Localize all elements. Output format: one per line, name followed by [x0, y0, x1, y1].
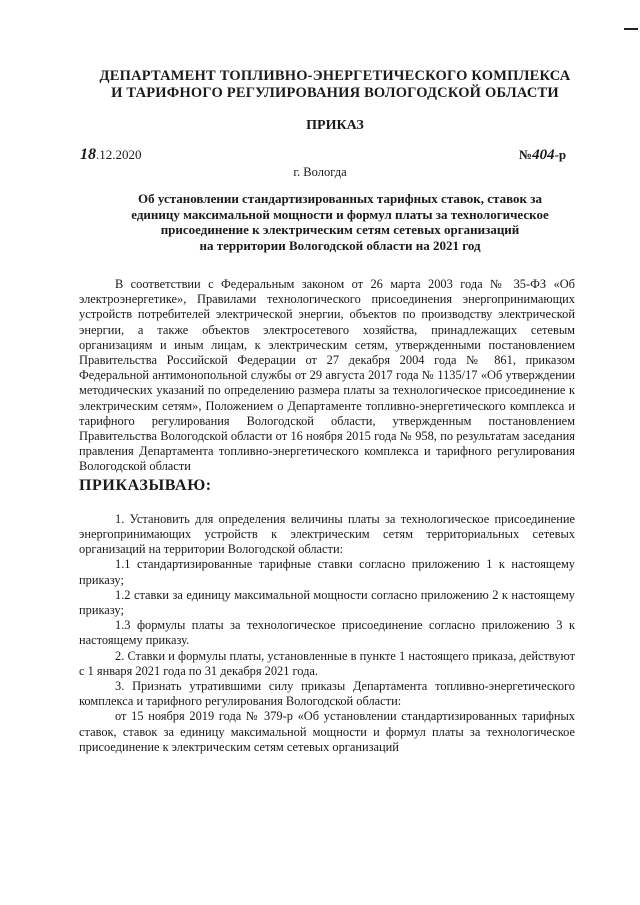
subject-line-2: единицу максимальной мощности и формул платы за технологическое: [131, 206, 549, 222]
item-1-2: 1.2 ставки за единицу максимальной мощности согласно приложению 2 к настоящему приказу;: [79, 587, 575, 618]
item-2: 2. Ставки и формулы платы, установленные в пункте 1 настоящего приказа, действуют с 1 января 2021 года по 31 декабря 2021 года.: [79, 648, 575, 678]
item-1-1: 1.1 стандартизированные тарифные ставки согласно приложению 1 к настоящему приказу;: [79, 557, 575, 587]
document-type: ПРИКАЗ: [306, 118, 364, 133]
subject-line-4: на территории Вологодской области на 2021 год: [199, 237, 481, 253]
order-subject: [80, 191, 600, 253]
department-header: [70, 68, 600, 102]
order-body: [79, 277, 575, 755]
preamble-paragraph: В соответствии с Федеральным законом от 26 марта 2003 года № 35-ФЗ «Об электроэнергетике», Правилами технологического присоединения энергопринимающих устройств потребителей электрической энергии, объектов по производству электрической энергии, а также объектов электросетевого хозяйства, принадлежащих сетевым организациям и иным лицам, к электрическим сетям, утвержденными постановлением Правительства Российской Федерации от 27 декабря 2004 года № 861, приказом Федеральной антимонопольной службы от 29 августа 2017 года № 1135/17 «Об утверждении методических указаний по определению размера платы за технологическое присоединение к электрическим сетям», Положением о Департаменте топливно-энергетического комплекса и тарифного регулирования Вологодской области, утвержденным постановлением Правительства Вологодской области от 16 ноября 2015 года № 958, по результатам заседания правления Департамента топливно-энергетического комплекса и тарифного регулирования Вологодской области: [79, 277, 575, 474]
department-line-2: И ТАРИФНОГО РЕГУЛИРОВАНИЯ ВОЛОГОДСКОЙ ОБЛАСТИ: [111, 85, 559, 101]
number-handwritten: 404: [532, 147, 555, 163]
subject-line-1: Об установлении стандартизированных тарифных ставок, ставок за: [137, 191, 542, 206]
date-day-handwritten: 18: [80, 146, 96, 163]
item-1-3: 1.3 формулы платы за технологическое присоединение согласно приложению 3 к настоящему приказу.: [79, 618, 575, 648]
order-number: [519, 147, 566, 164]
subject-line-3: присоединение к электрическим сетям сетевых организаций: [160, 222, 520, 237]
order-date: [80, 146, 142, 164]
scan-edge-mark: [624, 28, 638, 30]
item-3: 3. Признать утратившими силу приказы Департамента топливно-энергетического комплекса и тарифного регулирования Вологодской области:: [79, 679, 575, 709]
date-rest: .12.2020: [96, 147, 142, 162]
number-suffix: -р: [554, 147, 567, 162]
item-1: 1. Установить для определения величины платы за технологическое присоединение энергопринимающих устройств к электрическим сетям территориальных сетевых организаций на территории Вологодской области:: [79, 511, 575, 557]
item-3-a: от 15 ноября 2019 года № 379-р «Об установлении стандартизированных тарифных ставок, ставок за единицу максимальной мощности и формул платы за технологическое присоединение к электрическим сетям сетевых организаций: [79, 709, 575, 754]
city: г. Вологда: [293, 165, 347, 179]
prikazyvayu-heading: ПРИКАЗЫВАЮ:: [79, 476, 212, 494]
number-prefix: №: [519, 147, 533, 162]
department-line-1: ДЕПАРТАМЕНТ ТОПЛИВНО-ЭНЕРГЕТИЧЕСКОГО КОМПЛЕКСА: [99, 68, 571, 84]
